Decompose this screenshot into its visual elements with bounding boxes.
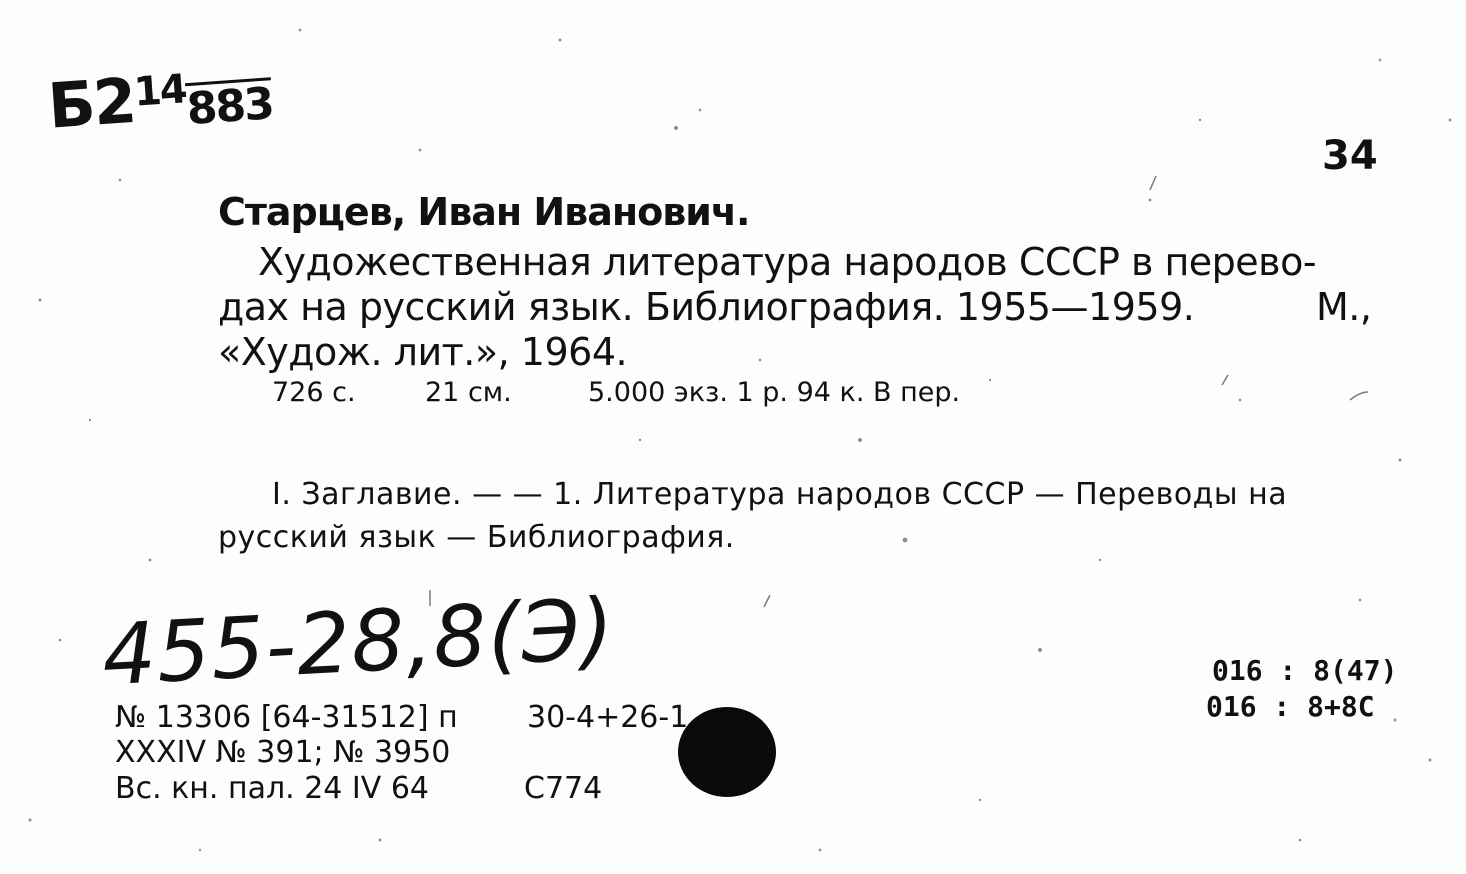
copies-and-price: 5.000 экз. 1 р. 94 к. В пер. bbox=[588, 377, 961, 408]
page-count: 726 с. bbox=[272, 377, 356, 408]
udc-code-1: 016 : 8(47) bbox=[1212, 654, 1398, 687]
handwritten-classification-code: 455-28,8(Э) bbox=[99, 579, 618, 705]
author-heading: Старцев, Иван Иванович. bbox=[218, 190, 750, 234]
punch-hole bbox=[678, 707, 776, 797]
card-number: 34 bbox=[1322, 133, 1378, 179]
title-line-1: Художественная литература народов СССР в перево- bbox=[258, 240, 1317, 284]
footer-code: 30-4+26-1 bbox=[527, 700, 689, 735]
shelf-mark bbox=[45, 60, 275, 143]
shelf-mark-superscript: 14 bbox=[132, 66, 188, 116]
shelf-mark-main: Б2 bbox=[45, 63, 137, 143]
book-size: 21 см. bbox=[425, 377, 512, 408]
footer-record-number: № 13306 [64-31512] п bbox=[115, 700, 458, 735]
footer-chamber-date: Вс. кн. пал. 24 IV 64 bbox=[115, 771, 429, 806]
subject-line-1: I. Заглавие. — — 1. Литература народов СССР — Переводы на bbox=[272, 477, 1288, 512]
footer-cutter-code: С774 bbox=[524, 771, 603, 806]
shelf-mark-fraction: 883 bbox=[185, 78, 275, 136]
title-line-2: дах на русский язык. Библиография. 1955—1959. bbox=[218, 285, 1195, 329]
udc-code-2: 016 : 8+8С bbox=[1206, 690, 1375, 723]
subject-line-2: русский язык — Библиография. bbox=[218, 520, 735, 555]
publication-place: М., bbox=[1316, 285, 1372, 329]
title-line-3: «Худож. лит.», 1964. bbox=[218, 330, 628, 374]
footer-registry-number: XXXIV № 391; № 3950 bbox=[115, 735, 451, 770]
